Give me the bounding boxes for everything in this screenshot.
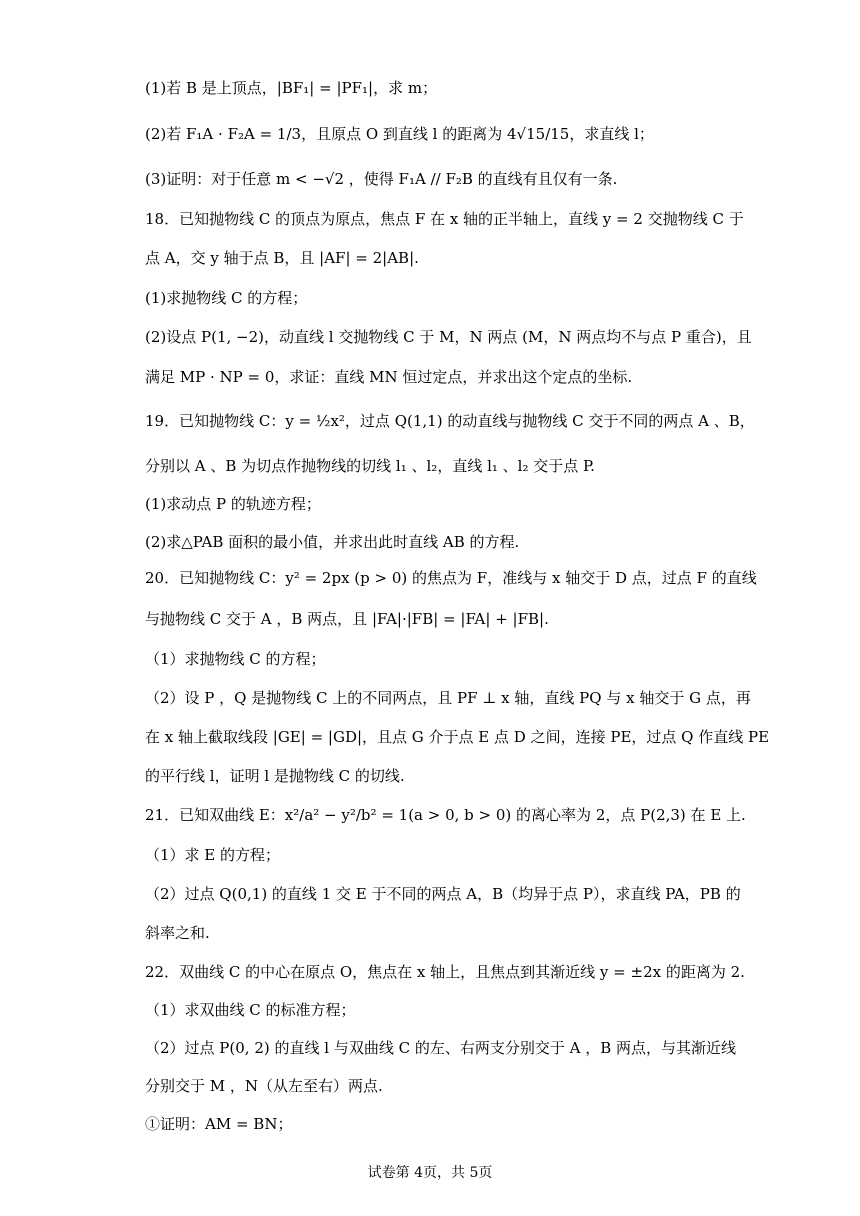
q17-part3: (3)证明：对于任意 m < −√2 ，使得 F₁A // F₂B 的直线有且仅有一条.	[145, 170, 618, 188]
q21-part1: （1）求 E 的方程；	[145, 846, 281, 864]
q17-part1: (1)若 B 是上顶点，|BF₁| = |PF₁|，求 m；	[145, 79, 438, 97]
q18-part2-line1: (2)设点 P(1, −2)，动直线 l 交抛物线 C 于 M，N 两点 (M，N 两点均不与点 P 重合)，且	[145, 328, 752, 346]
q20-part2-line3: 的平行线 l，证明 l 是抛物线 C 的切线.	[145, 767, 405, 785]
q22-part1: （1）求双曲线 C 的标准方程；	[145, 1001, 356, 1019]
q21-part2-line1: （2）过点 Q(0,1) 的直线 1 交 E 于不同的两点 A，B（均异于点 P），求直线 PA，PB 的	[145, 885, 741, 903]
q19-stem-line1: 19．已知抛物线 C：y = ½x²，过点 Q(1,1) 的动直线与抛物线 C 交于不同的两点 A 、B，	[145, 412, 755, 430]
q17-part2: (2)若 F₁A · F₂A = 1/3，且原点 O 到直线 l 的距离为 4√15/15，求直线 l；	[145, 125, 654, 143]
q18-part2-line2: 满足 MP · NP = 0，求证：直线 MN 恒过定点，并求出这个定点的坐标.	[145, 368, 633, 386]
q20-stem-line1: 20．已知抛物线 C：y² = 2px (p > 0) 的焦点为 F，准线与 x 轴交于 D 点，过点 F 的直线	[145, 569, 757, 587]
q18-stem-line1: 18．已知抛物线 C 的顶点为原点，焦点 F 在 x 轴的正半轴上，直线 y = 2 交抛物线 C 于	[145, 210, 744, 228]
q20-part2-line2: 在 x 轴上截取线段 |GE| = |GD|，且点 G 介于点 E 点 D 之间，连接 PE，过点 Q 作直线 PE	[145, 728, 770, 746]
q19-part1: (1)求动点 P 的轨迹方程；	[145, 495, 321, 513]
q18-stem-line2: 点 A，交 y 轴于点 B，且 |AF| = 2|AB|.	[145, 249, 419, 267]
q20-part1: （1）求抛物线 C 的方程；	[145, 650, 326, 668]
q19-part2: (2)求△PAB 面积的最小值，并求出此时直线 AB 的方程.	[145, 533, 520, 551]
q22-part2-line2: 分别交于 M ，N（从左至右）两点.	[145, 1077, 383, 1095]
q19-stem-line2: 分别以 A 、B 为切点作抛物线的切线 l₁ 、l₂，直线 l₁ 、l₂ 交于点 P.	[145, 457, 595, 475]
q22-part2-line1: （2）过点 P(0, 2) 的直线 l 与双曲线 C 的左、右两支分别交于 A ，B 两点，与其渐近线	[145, 1039, 737, 1057]
q21-stem: 21．已知双曲线 E：x²/a² − y²/b² = 1(a > 0, b > 0) 的离心率为 2，点 P(2,3) 在 E 上.	[145, 806, 746, 824]
q20-part2-line1: （2）设 P ，Q 是抛物线 C 上的不同两点，且 PF ⊥ x 轴，直线 PQ 与 x 轴交于 G 点，再	[145, 689, 751, 707]
q22-stem: 22．双曲线 C 的中心在原点 O，焦点在 x 轴上，且焦点到其渐近线 y = ±2x 的距离为 2.	[145, 963, 745, 981]
page-footer: 试卷第 4页，共 5页	[367, 1165, 493, 1181]
q21-part2-line2: 斜率之和.	[145, 924, 210, 942]
q18-part1: (1)求抛物线 C 的方程；	[145, 289, 308, 307]
q22-subpart1: ①证明：AM = BN；	[145, 1115, 293, 1133]
q20-stem-line2: 与抛物线 C 交于 A ，B 两点，且 |FA|·|FB| = |FA| + |FB|.	[145, 610, 549, 628]
